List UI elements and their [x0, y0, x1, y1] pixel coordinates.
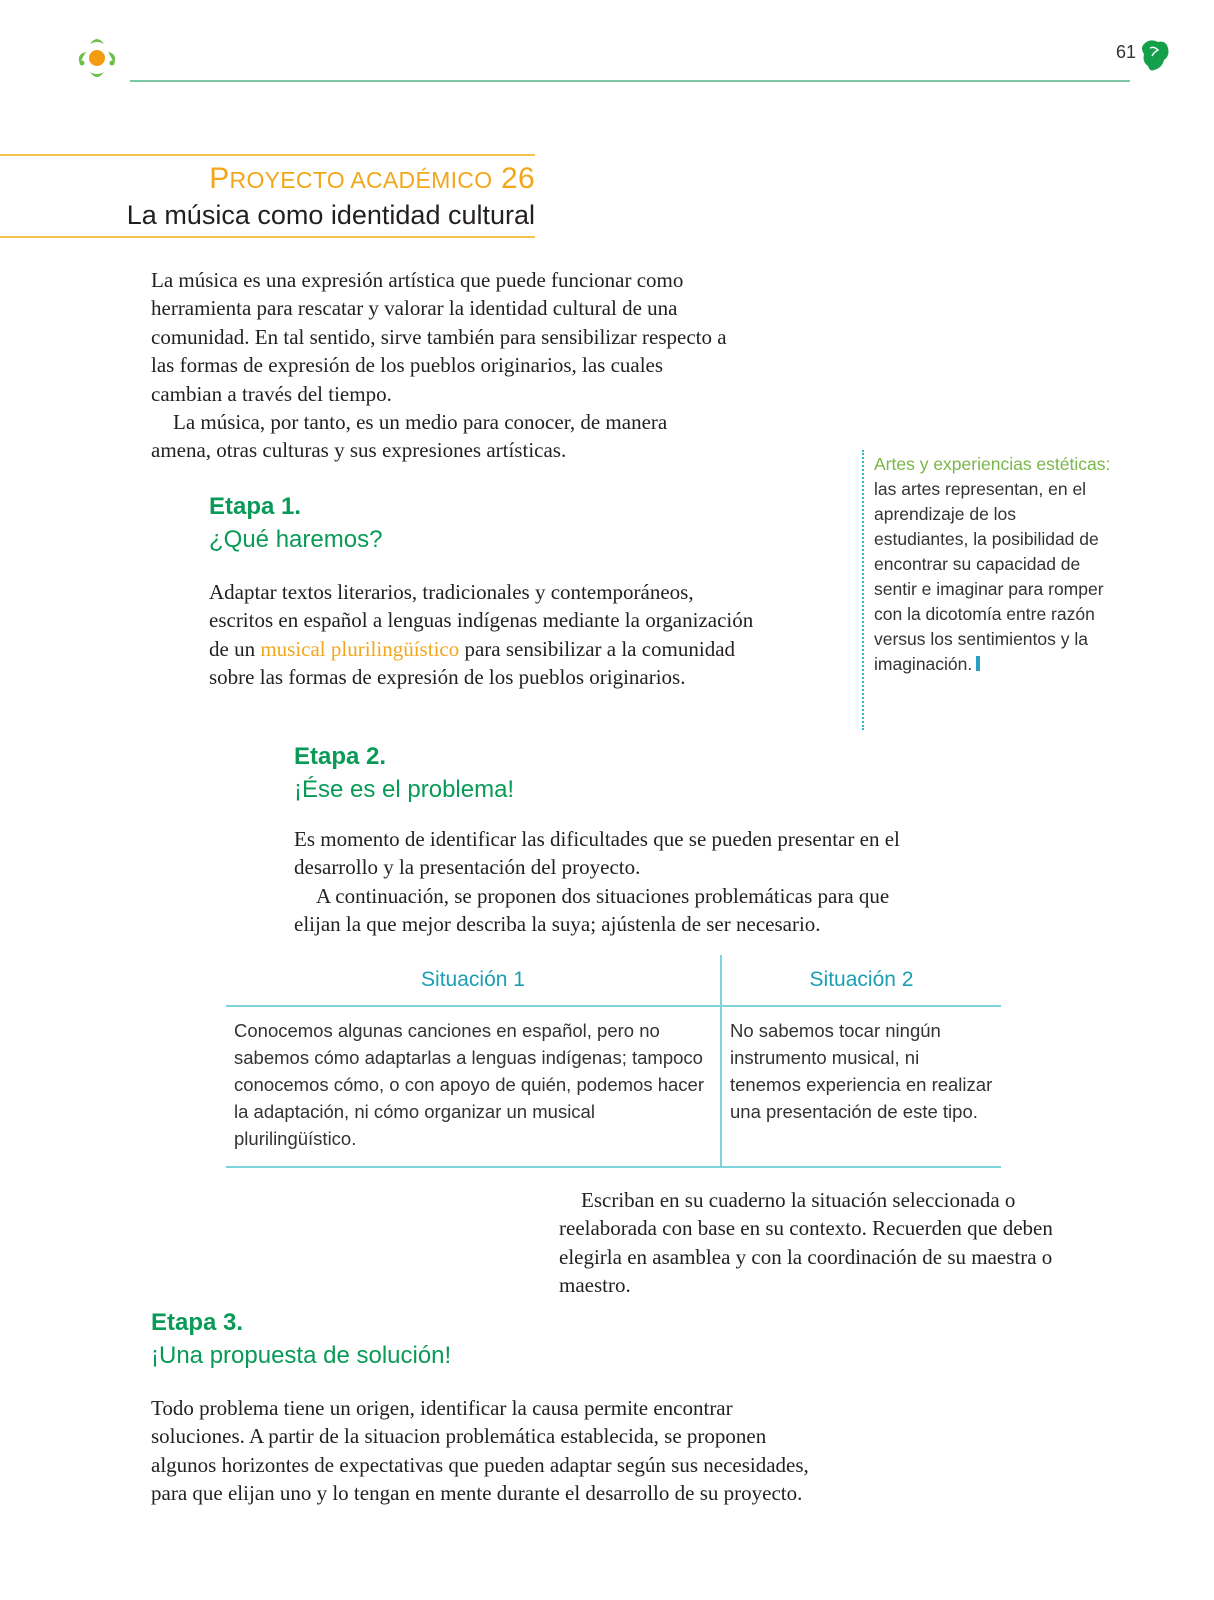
end-mark-icon [976, 656, 980, 671]
instruction-paragraph: Escriban en su cuaderno la situación seleccionada o reelaborada con base en su contexto. Recuerden que deben elegirla en asamblea y con la coordinación de su maestra o maestro. [559, 1188, 1053, 1298]
project-label-part3: MICO [431, 167, 493, 193]
title-top-rule [0, 154, 535, 156]
stage-2-heading [294, 740, 694, 806]
intro-paragraph-2: La música, por tanto, es un medio para conocer, de manera amena, otras culturas y sus expresiones artísticas. [151, 410, 668, 463]
intro-text [151, 266, 731, 465]
instruction-text [559, 1186, 1059, 1300]
stage-2-text [294, 825, 920, 939]
project-label-part1: ROYECTO ACAD [229, 167, 416, 193]
stage-2-title: ¡Ése es el problema! [294, 776, 515, 803]
stage-3-text [151, 1394, 811, 1508]
green-emblem-icon [1140, 38, 1172, 74]
stage-3-heading [151, 1306, 551, 1372]
glossary-term: Artes y experiencias estéticas: [874, 454, 1111, 474]
stage-3-title: ¡Una propuesta de solución! [151, 1342, 452, 1369]
stage-2-paragraph-1: Es momento de identificar las dificultades que se pueden presentar en el desarrollo y la presentación del proyecto. [294, 827, 900, 880]
situations-table [226, 955, 1001, 1168]
project-label-number: 26 [492, 162, 535, 195]
stage-1-text-before: Adaptar textos literarios, tradicionales y contemporáneos, escritos en español a lenguas indígenas mediante la organización de un [209, 580, 754, 661]
intro-paragraph-1: La música es una expresión artística que puede funcionar como herramienta para rescatar y valorar la identidad cultural de una comunidad. En tal sentido, sirve también para sensibilizar respecto a las formas de expresión de los pueblos originarios, las cuales cambian a través del tiempo. [151, 268, 727, 406]
table-header-situation-2: Situación 2 [721, 955, 1001, 1006]
glossary-definition: las artes representan, en el aprendizaje de los estudiantes, la posibilidad de encontrar su capacidad de sentir e imaginar para romper con la dicotomía entre razón versus los sentimientos y la imaginación. [874, 479, 1104, 674]
page-number: 61 [1115, 42, 1136, 62]
title-bottom-rule [0, 236, 535, 238]
stage-1-heading [209, 490, 609, 556]
stage-3-number: Etapa 3. [151, 1309, 244, 1336]
project-title: La música como identidad cultural [126, 200, 535, 230]
table-header-situation-1: Situación 1 [226, 955, 721, 1006]
project-label [0, 162, 535, 196]
table-row [226, 1006, 1001, 1167]
stage-1-text [209, 578, 757, 692]
stage-3-paragraph: Todo problema tiene un origen, identificar la causa permite encontrar soluciones. A partir de la situacion problemática establecida, se proponen algunos horizontes de expectativas que pueden adaptar según sus necesidades, para que elijan uno y lo tengan en mente durante el desarrollo de su proyecto. [151, 1396, 809, 1506]
flower-logo-icon [70, 30, 126, 86]
highlight-term: musical plurilingüístico [260, 636, 460, 661]
situation-1-cell: Conocemos algunas canciones en español, pero no sabemos cómo adaptarlas a lenguas indígenas; tampoco conocemos cómo, o con apoyo de quién, podemos hacer la adaptación, ni cómo organizar un musical plurilingüístico. [226, 1006, 721, 1167]
project-label-part2: É [415, 167, 432, 193]
header-rule [130, 80, 1130, 82]
stage-1-title: ¿Qué haremos? [209, 526, 383, 553]
glossary-sidebar [874, 452, 1114, 677]
stage-2-paragraph-2: A continuación, se proponen dos situaciones problemáticas para que elijan la que mejor describa la suya; ajústenla de ser necesario. [294, 883, 890, 937]
stage-1-number: Etapa 1. [209, 493, 302, 520]
sidebar-border [862, 450, 864, 730]
stage-2-number: Etapa 2. [294, 743, 387, 770]
stage-1-text-after: para sensibilizar a la comunidad sobre las formas de expresión de los pueblos originarios. [209, 636, 736, 690]
situation-2-cell: No sabemos tocar ningún instrumento musical, ni tenemos experiencia en realizar una presentación de este tipo. [721, 1006, 1001, 1167]
project-label-initial: P [209, 162, 230, 195]
